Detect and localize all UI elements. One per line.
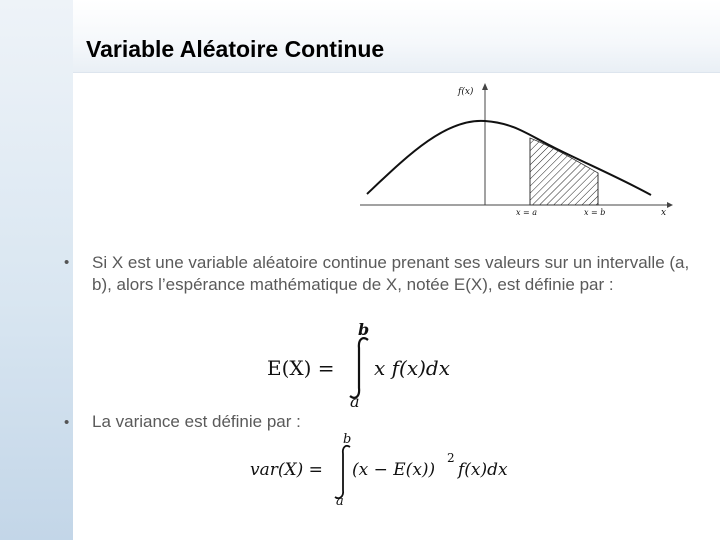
- expectation-integral-sign: [350, 338, 368, 397]
- y-axis-arrowhead: [482, 83, 488, 90]
- bullet-marker-1: •: [64, 254, 70, 271]
- expectation-lhs: E(X) =: [267, 356, 335, 380]
- formula-variance: [248, 430, 538, 510]
- formula-expectation: [262, 318, 482, 410]
- variance-lower-bound: a: [336, 494, 344, 509]
- slide-title: Variable Aléatoire Continue: [86, 36, 385, 62]
- y-axis-label: f(x): [458, 87, 474, 97]
- variance-integrand: (x − E(x)): [352, 460, 436, 480]
- bullet-text-1: Si X est une variable aléatoire continue prenant ses valeurs sur un intervalle (a, b), alors l’espérance mathématique de X, notée E(X), est définie par :: [92, 253, 690, 294]
- density-graph: [355, 78, 675, 220]
- shaded-area: [530, 138, 598, 205]
- variance-lhs: var(X) =: [250, 460, 323, 480]
- variance-exponent: 2: [447, 451, 455, 465]
- expectation-integrand: x f(x)dx: [374, 356, 451, 380]
- x-axis-label: x: [661, 208, 667, 218]
- expectation-upper-bound: b: [358, 320, 370, 339]
- tick-label-a: x = a: [516, 208, 538, 217]
- bullet-marker-2: •: [64, 414, 70, 431]
- density-curve: [367, 121, 651, 195]
- variance-integral-sign: [335, 446, 350, 498]
- tick-label-b: x = b: [584, 208, 606, 217]
- left-decorative-band: [0, 0, 73, 540]
- bullet-text-2: La variance est définie par :: [92, 412, 301, 431]
- expectation-lower-bound: a: [350, 392, 360, 410]
- variance-upper-bound: b: [343, 432, 352, 447]
- x-axis-arrowhead: [667, 202, 673, 208]
- variance-tail: f(x)dx: [458, 460, 508, 480]
